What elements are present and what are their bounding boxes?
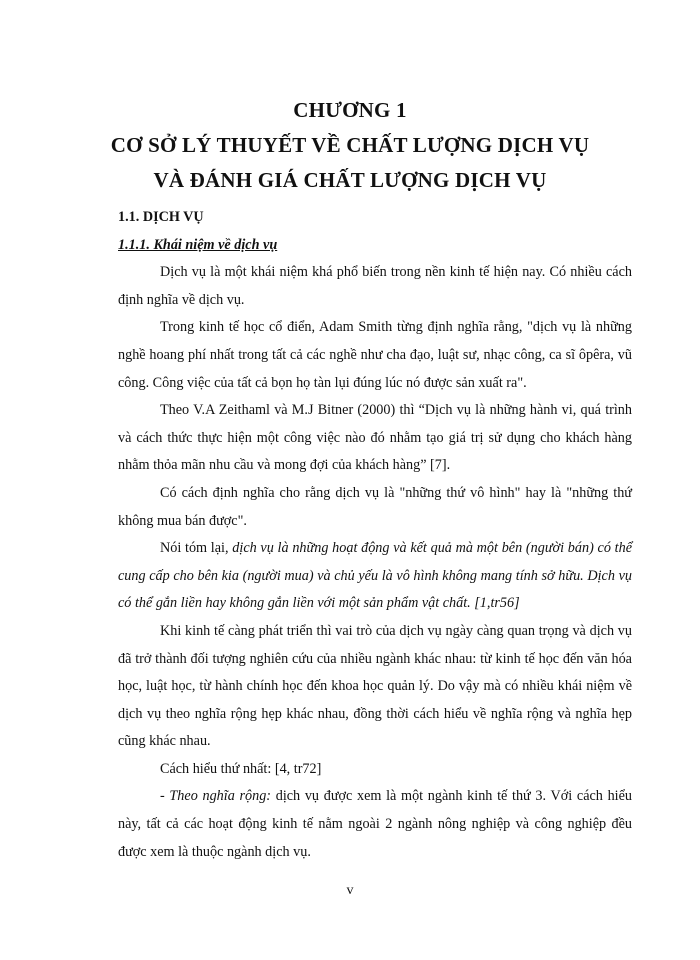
paragraph-7: Cách hiểu thứ nhất: [4, tr72] [160, 760, 322, 777]
paragraph-5-italic: dịch vụ là những hoạt động và kết quả mà một bên (người bán) có thể cung cấp cho bên kia (người mua) và chủ yếu là vô hình không mang tính sở hữu. Dịch vụ có thể gắn liền hay không gắn liền với một sản phẩm vật chất. [1,tr56] [118, 540, 632, 612]
paragraph-8-dash: - [160, 788, 170, 805]
paragraph-6: Khi kinh tế càng phát triển thì vai trò của dịch vụ ngày càng quan trọng và dịch vụ đã trở thành đối tượng nghiên cứu của nhiều ngành khác nhau: từ kinh tế học đến văn hóa học, luật học, từ hành chính học đến khoa học quản lý. Do vậy mà có nhiều khái niệm về dịch vụ theo nghĩa rộng hẹp khác nhau, đồng thời cách hiểu về nghĩa rộng và nghĩa hẹp cũng khác nhau. [118, 622, 632, 750]
paragraph-5-lead: Nói tóm lại, [160, 540, 233, 557]
paragraph-3: Theo V.A Zeithaml và M.J Bitner (2000) thì “Dịch vụ là những hành vi, quá trình và cách thức thực hiện một công việc nào đó nhằm tạo giá trị sử dụng cho khách hàng nhằm thỏa mãn nhu cầu và mong đợi của khách hàng” [7]. [118, 402, 632, 474]
subsection-heading: 1.1.1. Khái niệm về dịch vụ [118, 236, 278, 253]
chapter-title-line-2: VÀ ĐÁNH GIÁ CHẤT LƯỢNG DỊCH VỤ [153, 168, 547, 192]
paragraph-8 [118, 783, 632, 866]
page-number: v [346, 883, 354, 898]
paragraph-5 [118, 535, 632, 618]
chapter-title-line-1: CƠ SỞ LÝ THUYẾT VỀ CHẤT LƯỢNG DỊCH VỤ [110, 133, 590, 157]
chapter-number: CHƯƠNG 1 [293, 98, 407, 122]
document-body [118, 204, 632, 866]
paragraph-4: Có cách định nghĩa cho rằng dịch vụ là "những thứ vô hình" hay là "những thứ không mua bán được". [118, 484, 632, 529]
paragraph-8-italic: Theo nghĩa rộng: [169, 788, 272, 805]
paragraph-8-rest: dịch vụ được xem là một ngành kinh tế thứ 3. Với cách hiểu này, tất cả các hoạt động kinh tế nằm ngoài 2 ngành nông nghiệp và công nghiệp đều được xem là thuộc ngành dịch vụ. [118, 788, 632, 860]
section-heading: 1.1. DỊCH VỤ [118, 209, 204, 225]
paragraph-1: Dịch vụ là một khái niệm khá phổ biến trong nền kinh tế hiện nay. Có nhiều cách định nghĩa về dịch vụ. [118, 264, 632, 308]
paragraph-2: Trong kinh tế học cổ điển, Adam Smith từng định nghĩa rằng, "dịch vụ là những nghề hoang phí nhất trong tất cả các nghề như cha đạo, luật sư, nhạc công, ca sĩ ôpêra, vũ công. Công việc của tất cả bọn họ tàn lụi đúng lúc nó được sản xuất ra". [118, 319, 632, 391]
